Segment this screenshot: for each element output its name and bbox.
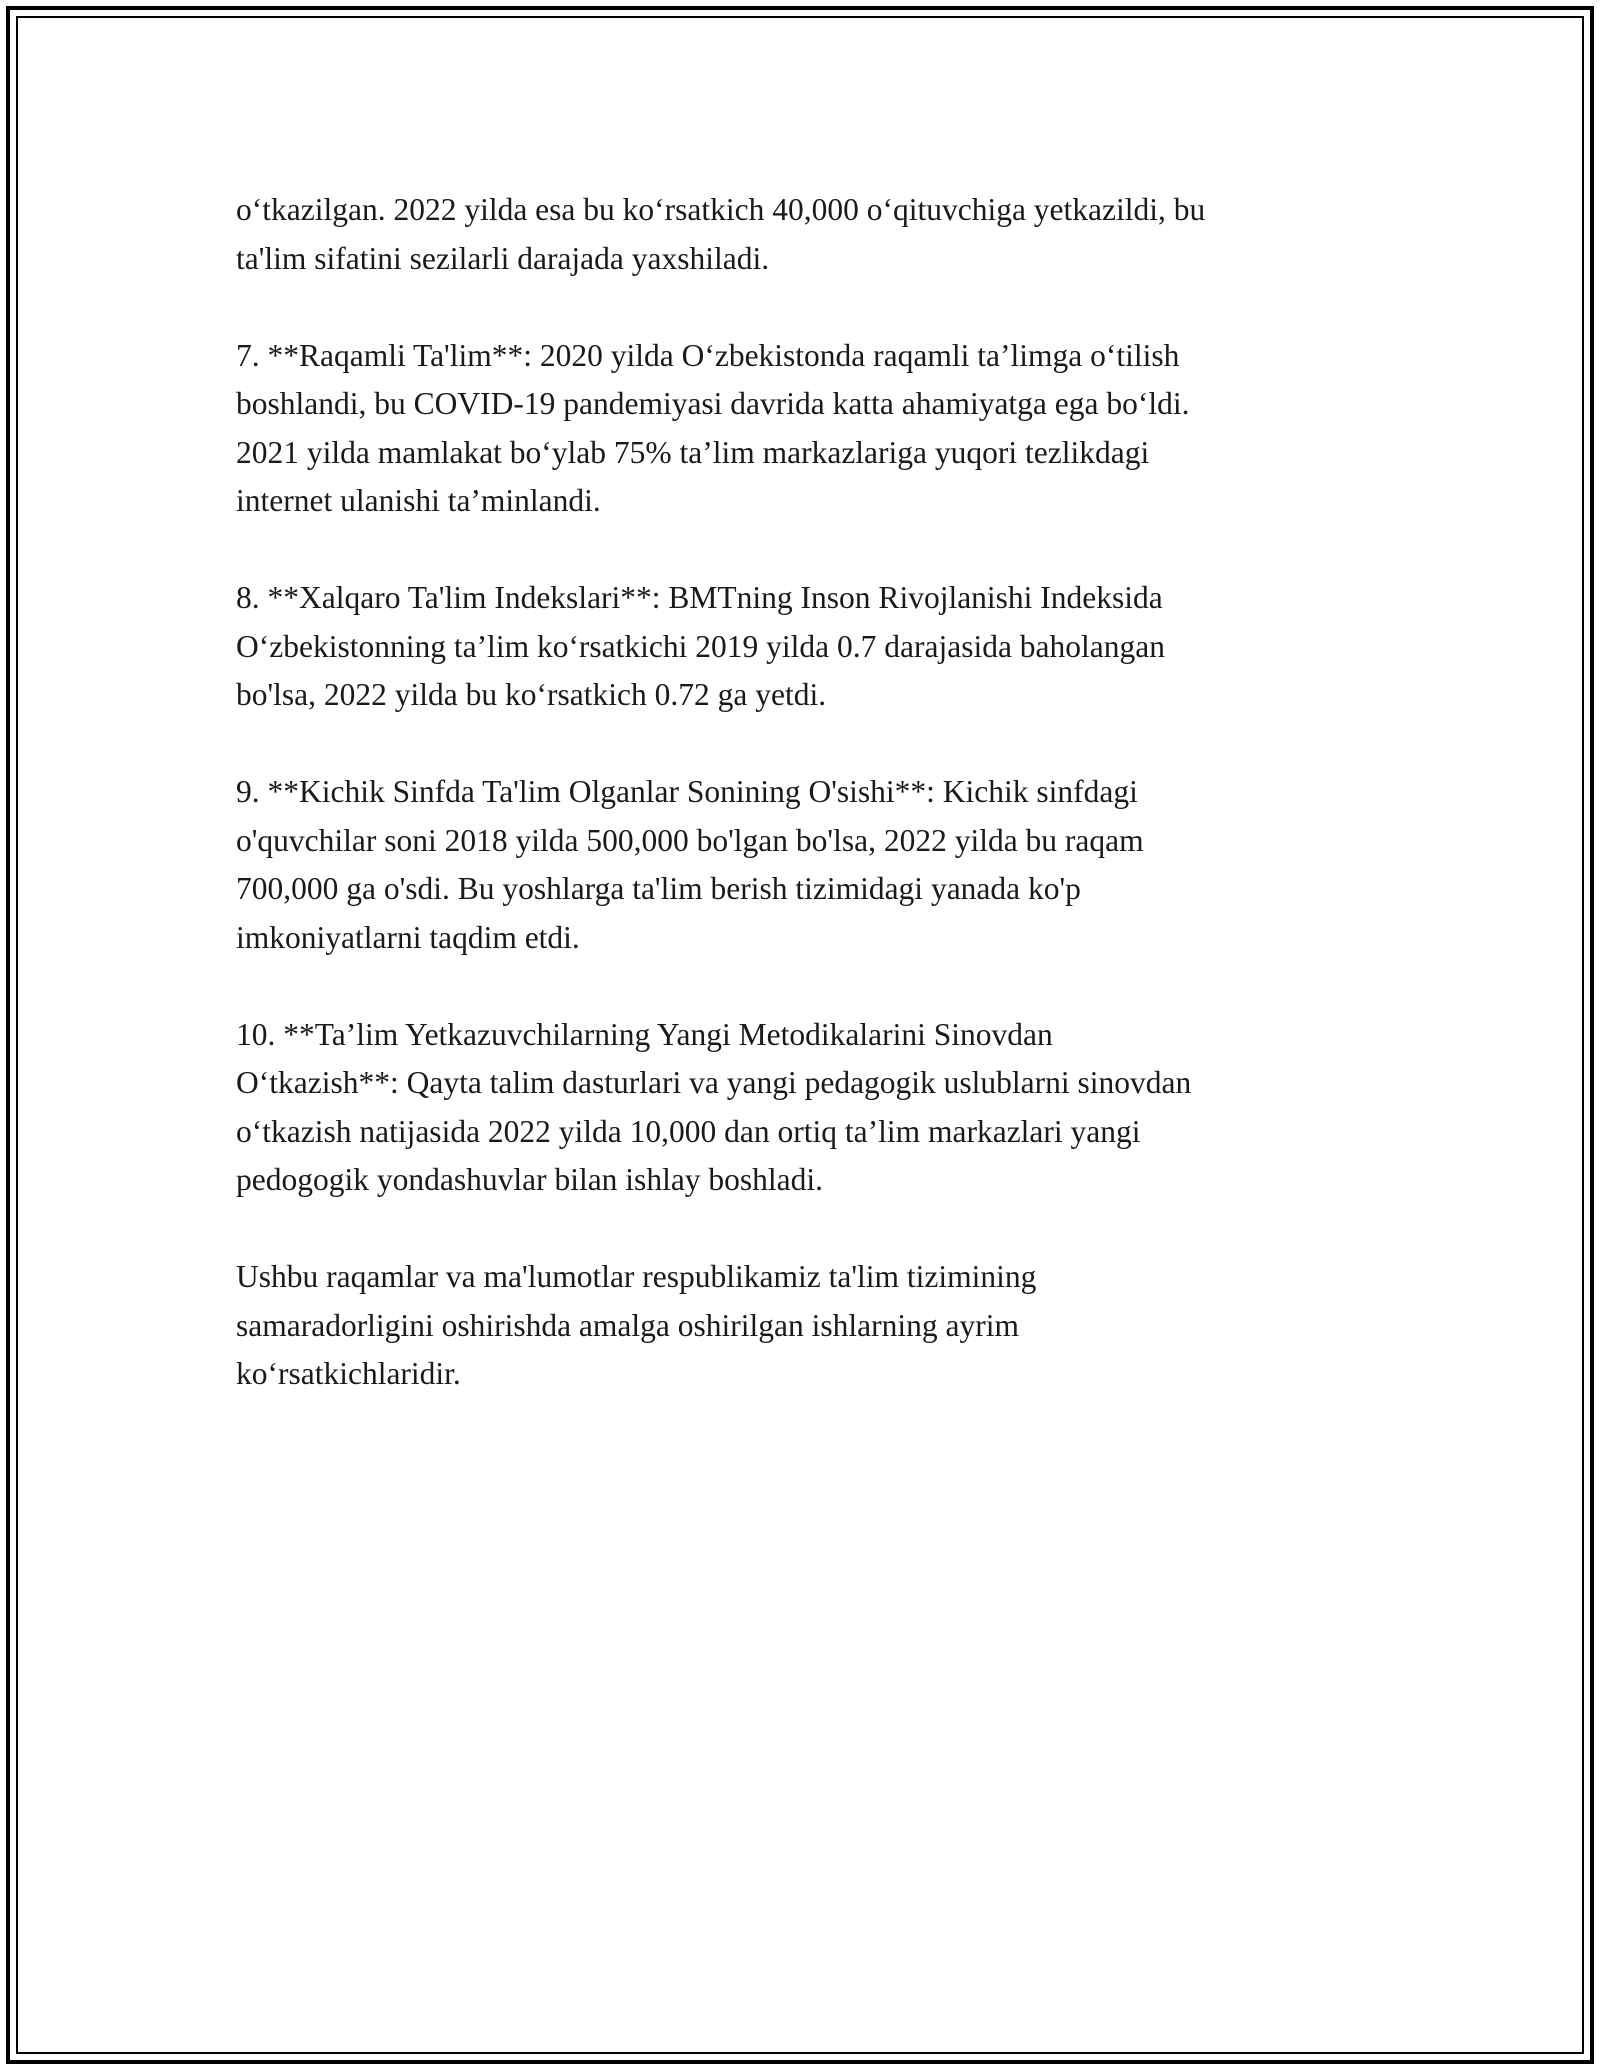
paragraph-item-8: 8. **Xalqaro Ta'lim Indekslari**: BMTning Inson Rivojlanishi Indeksida O‘zbekistonning ta’lim ko‘rsatkichi 2019 yilda 0.7 darajasida baholangan bo'lsa, 2022 yilda bu ko‘rsatkich 0.72 ga yetdi. [236,580,1166,712]
paragraph-item-9: 9. **Kichik Sinfda Ta'lim Olganlar Sonining O'sishi**: Kichik sinfdagi o'quvchilar soni 2018 yilda 500,000 bo'lgan bo'lsa, 2022 yilda bu raqam 700,000 ga o'sdi. Bu yoshlarga ta'lim berish tizimidagi yanada ko'p imkoniyatlarni taqdim etdi. [236,774,1144,955]
paragraph-continuation: o‘tkazilgan. 2022 yilda esa bu ko‘rsatkich 40,000 o‘qituvchiga yetkazildi, bu ta'lim sifatini sezilarli darajada yaxshiladi. [236,192,1206,276]
document-body [236,186,1376,1399]
paragraph-item-10: 10. **Ta’lim Yetkazuvchilarning Yangi Metodikalarini Sinovdan O‘tkazish**: Qayta talim dasturlari va yangi pedagogik uslublarni sinovdan o‘tkazish natijasida 2022 yilda 10,000 dan ortiq ta’lim markazlari yangi pedogogik yondashuvlar bilan ishlay boshladi. [236,1016,1192,1197]
paragraph-item-7: 7. **Raqamli Ta'lim**: 2020 yilda O‘zbekistonda raqamli ta’limga o‘tilish boshlandi, bu COVID-19 pandemiyasi davrida katta ahamiyatga ega bo‘ldi. 2021 yilda mamlakat bo‘ylab 75% ta’lim markazlariga yuqori tezlikdagi internet ulanishi ta’minlandi. [236,337,1190,518]
paragraph-conclusion: Ushbu raqamlar va ma'lumotlar respublikamiz ta'lim tizimining samaradorligini oshirishda amalga oshirilgan ishlarning ayrim ko‘rsatkichlaridir. [236,1259,1037,1391]
